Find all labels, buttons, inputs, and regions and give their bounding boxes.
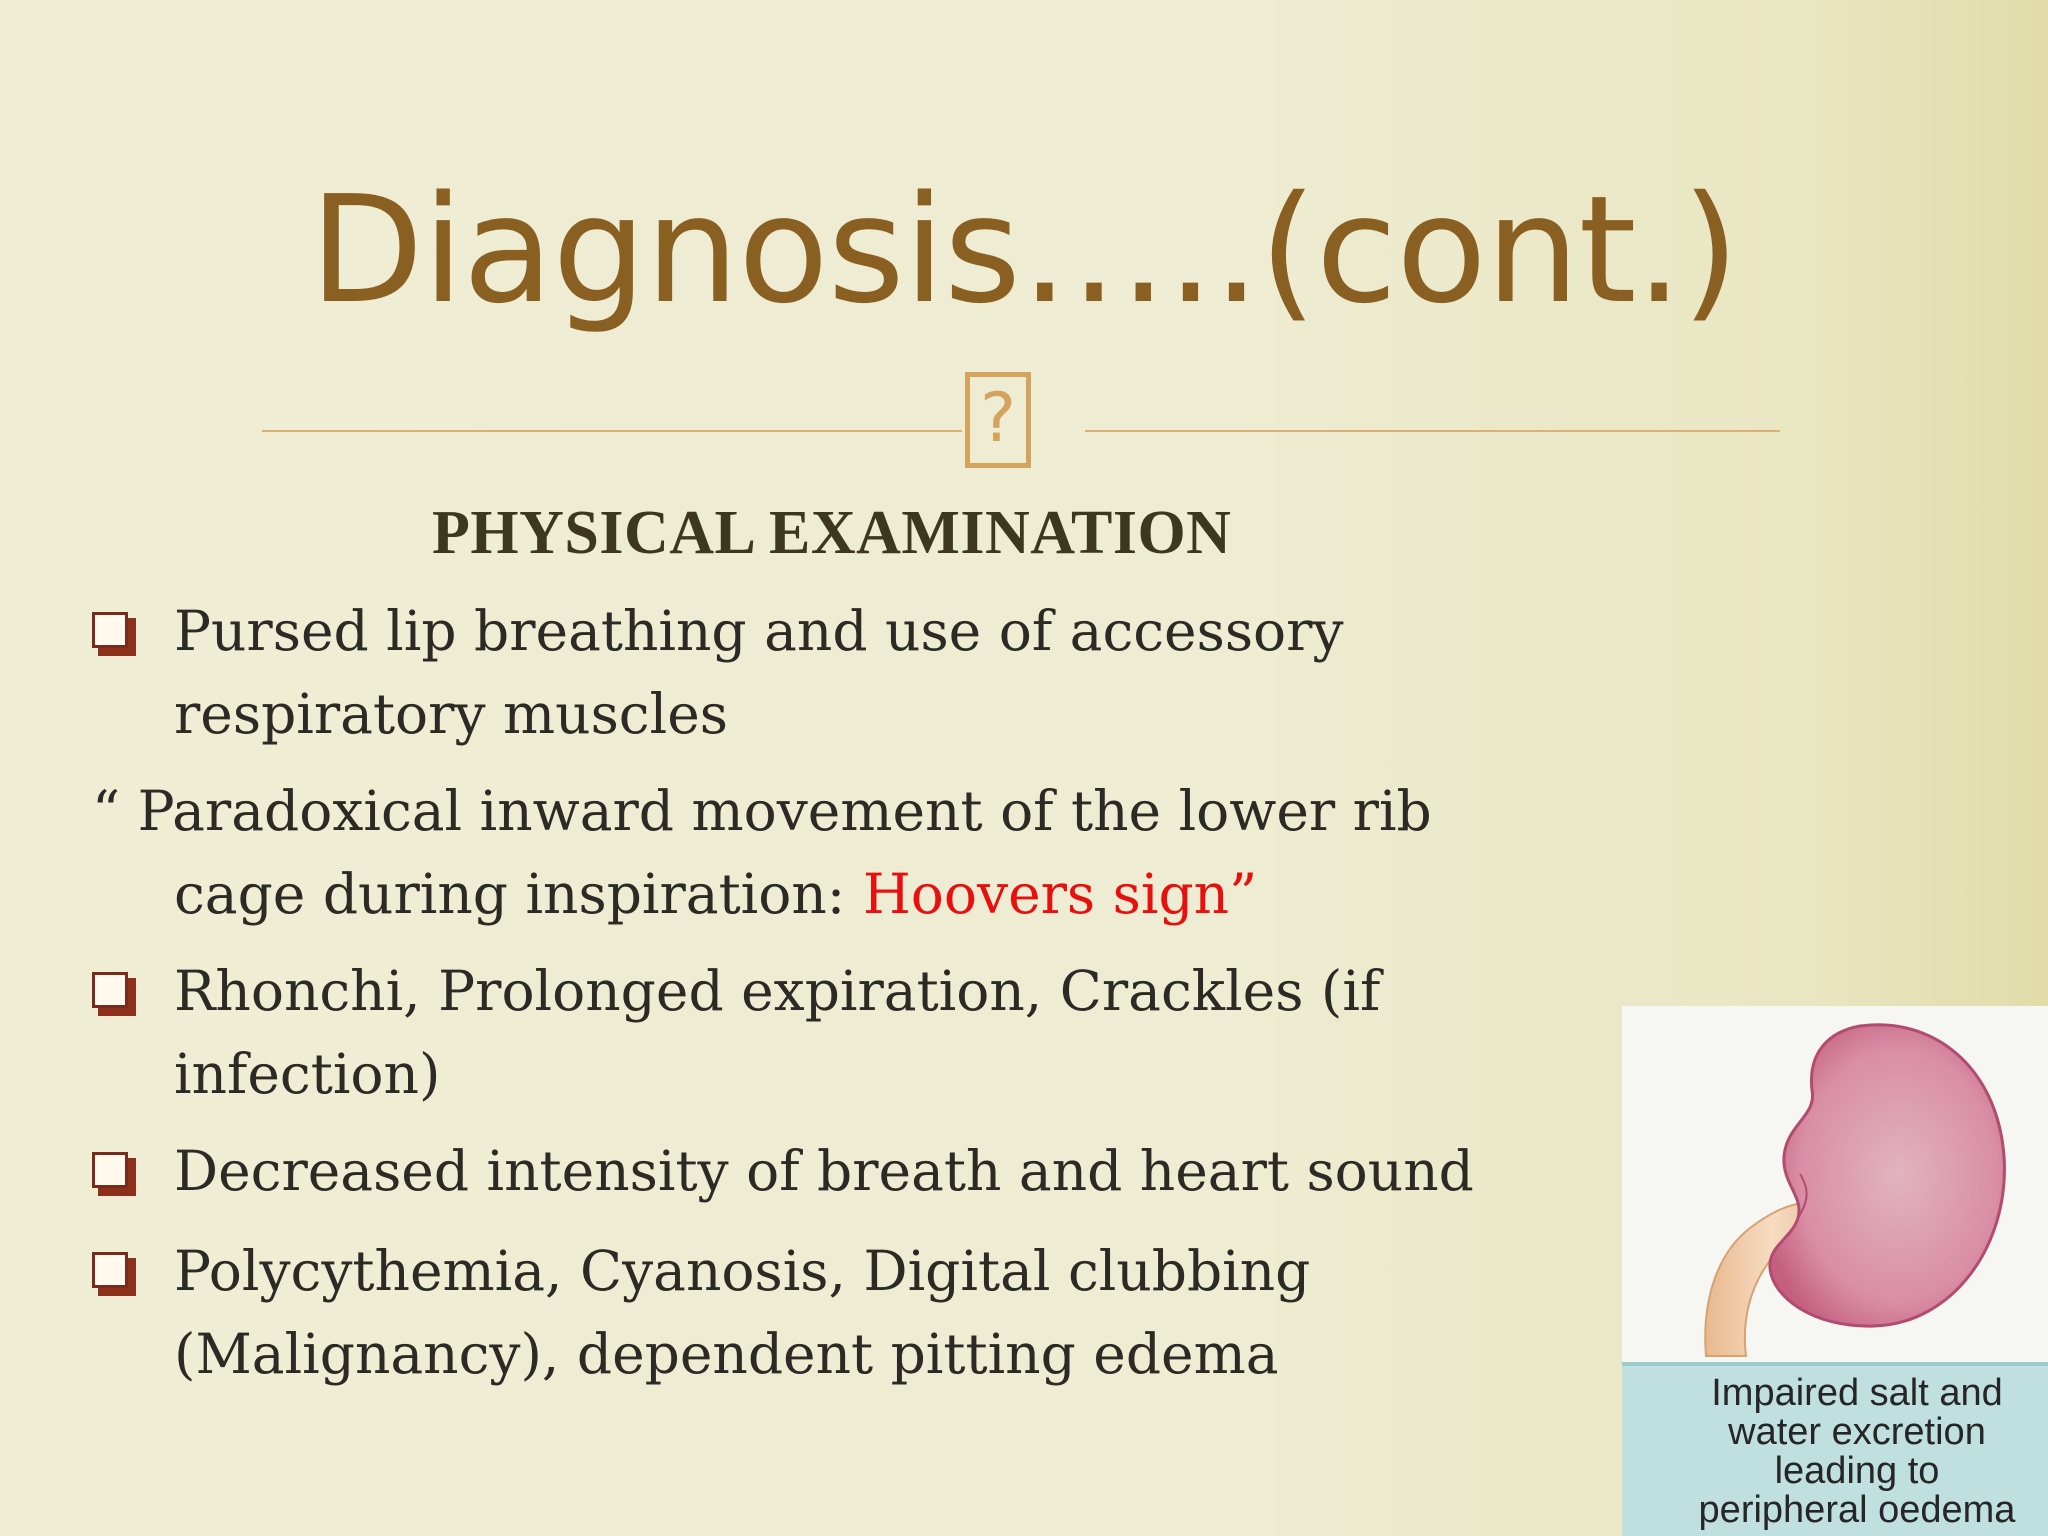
- list-item-line: Rhonchi, Prolonged expiration, Crackles (if: [174, 959, 1381, 1023]
- figure-caption: [1622, 1374, 2048, 1530]
- list-item-line: [92, 853, 1542, 936]
- list-item-line: Polycythemia, Cyanosis, Digital clubbing: [174, 1239, 1311, 1303]
- list-item-line-prefix: cage during inspiration:: [174, 862, 863, 926]
- kidney-illustration: [1622, 1006, 2048, 1536]
- list-item-line: Decreased intensity of breath and heart sound: [174, 1139, 1474, 1203]
- checkbox-bullet-icon: [92, 1252, 136, 1296]
- list-item-text: [174, 950, 1624, 1116]
- list-item-line: respiratory muscles: [174, 682, 728, 746]
- caption-line: peripheral oedema: [1698, 1489, 2016, 1531]
- list-item-text: [174, 1230, 1624, 1396]
- checkbox-bullet-icon: [92, 972, 136, 1016]
- list-item-text: [174, 590, 1624, 756]
- kidney-icon: [1622, 1006, 2048, 1362]
- list-item-line: infection): [174, 1042, 441, 1106]
- hoovers-sign-highlight: Hoovers sign”: [862, 862, 1258, 926]
- slide-title: Diagnosis…..(cont.): [309, 164, 1739, 336]
- divider-left: [262, 430, 962, 432]
- checkbox-bullet-icon: [92, 1152, 136, 1196]
- list-item-line: Pursed lip breathing and use of accessory: [174, 599, 1344, 663]
- caption-line: water excretion: [1728, 1411, 1986, 1453]
- figure-caption-box: [1622, 1362, 2048, 1536]
- divider-right: [1085, 430, 1780, 432]
- caption-line: leading to: [1774, 1450, 1940, 1492]
- list-item-line: (Malignancy), dependent pitting edema: [174, 1322, 1279, 1386]
- list-item-line: “ Paradoxical inward movement of the lower rib: [92, 779, 1432, 843]
- section-heading: PHYSICAL EXAMINATION: [432, 499, 1232, 567]
- divider-ornament: ?: [965, 372, 1031, 468]
- list-item-text: [92, 770, 1542, 936]
- caption-line: Impaired salt and: [1711, 1372, 2003, 1414]
- checkbox-bullet-icon: [92, 612, 136, 656]
- list-item-text: [174, 1130, 1624, 1213]
